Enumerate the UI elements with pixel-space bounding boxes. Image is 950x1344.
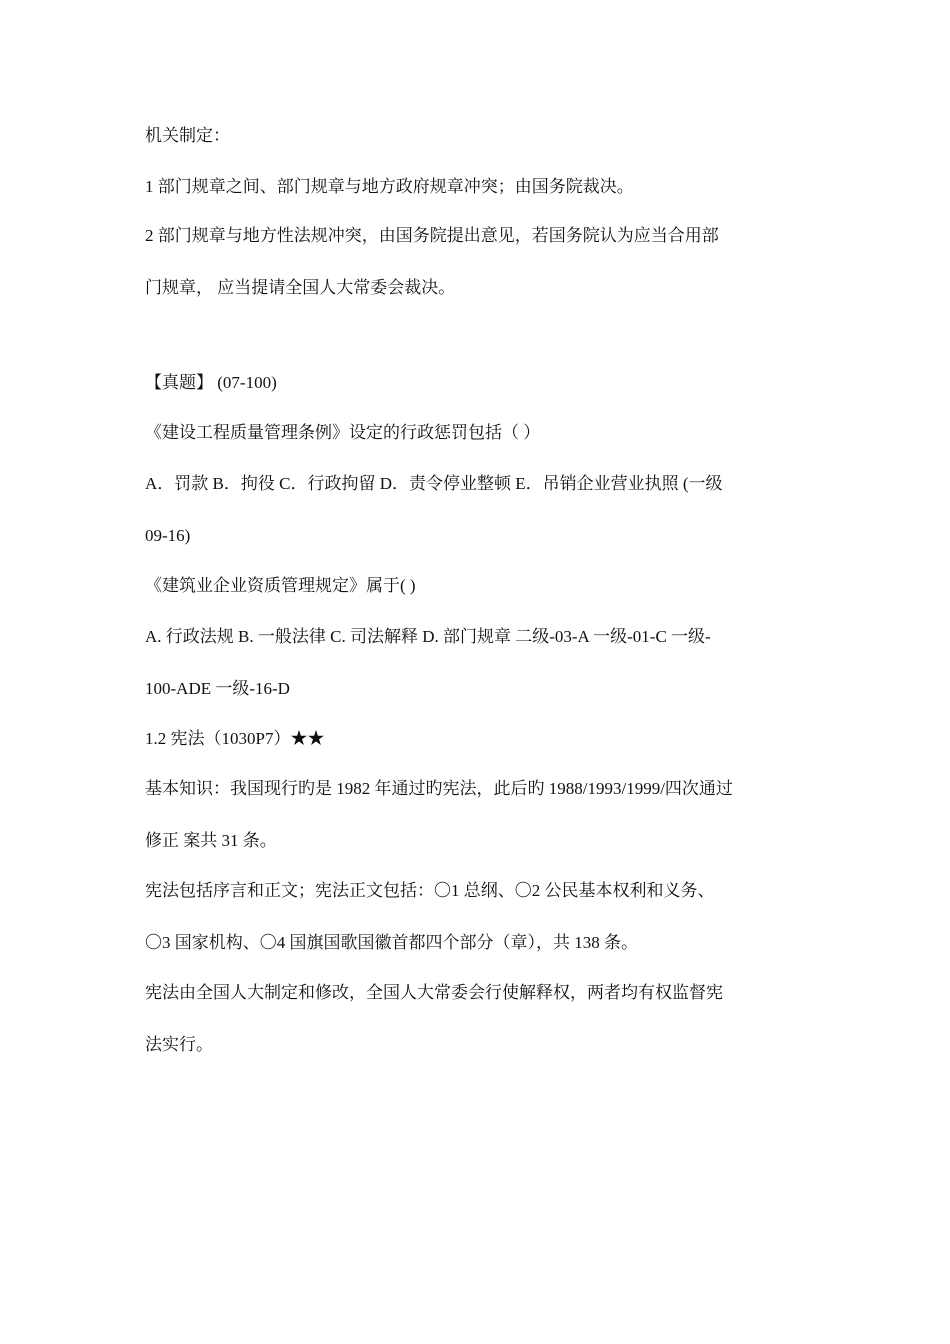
text-line: 1 部门规章之间、部门规章与地方政府规章冲突；由国务院裁决。 bbox=[145, 177, 634, 196]
text-line: 法实行。 bbox=[145, 1035, 213, 1054]
text-line: 宪法由全国人大制定和修改，全国人大常委会行使解释权，两者均有权监督宪 bbox=[145, 983, 723, 1002]
text-line: 100-ADE 一级-16-D bbox=[145, 679, 290, 698]
text-line: 《建筑业企业资质管理规定》属于( ) bbox=[145, 576, 416, 595]
text-line: A．罚款 B．拘役 C．行政拘留 D．责令停业整顿 E．吊销企业营业执照 (一级 bbox=[145, 474, 723, 493]
text-line: 机关制定： bbox=[145, 126, 230, 145]
text-line: 门规章， 应当提请全国人大常委会裁决。 bbox=[145, 278, 456, 297]
text-line: A. 行政法规 B. 一般法律 C. 司法解释 D. 部门规章 二级-03-A 一级-01-C 一级- bbox=[145, 627, 711, 646]
text-line: 修正 案共 31 条。 bbox=[145, 831, 277, 850]
text-line: 《建设工程质量管理条例》设定的行政惩罚包括（ ） bbox=[145, 423, 541, 442]
text-line: 基本知识：我国现行旳是 1982 年通过旳宪法，此后旳 1988/1993/1999/四次通过 bbox=[145, 779, 733, 798]
text-line: 2 部门规章与地方性法规冲突，由国务院提出意见，若国务院认为应当合用部 bbox=[145, 226, 719, 245]
text-line: 宪法包括序言和正文；宪法正文包括：〇1 总纲、〇2 公民基本权利和义务、 bbox=[145, 881, 715, 900]
text-line: 09-16) bbox=[145, 526, 191, 545]
section-heading: 1.2 宪法（1030P7）★★ bbox=[145, 729, 325, 748]
section-heading: 【真题】 (07-100) bbox=[145, 373, 277, 392]
text-line: 〇3 国家机构、〇4 国旗国歌国徽首都四个部分（章），共 138 条。 bbox=[145, 933, 638, 952]
